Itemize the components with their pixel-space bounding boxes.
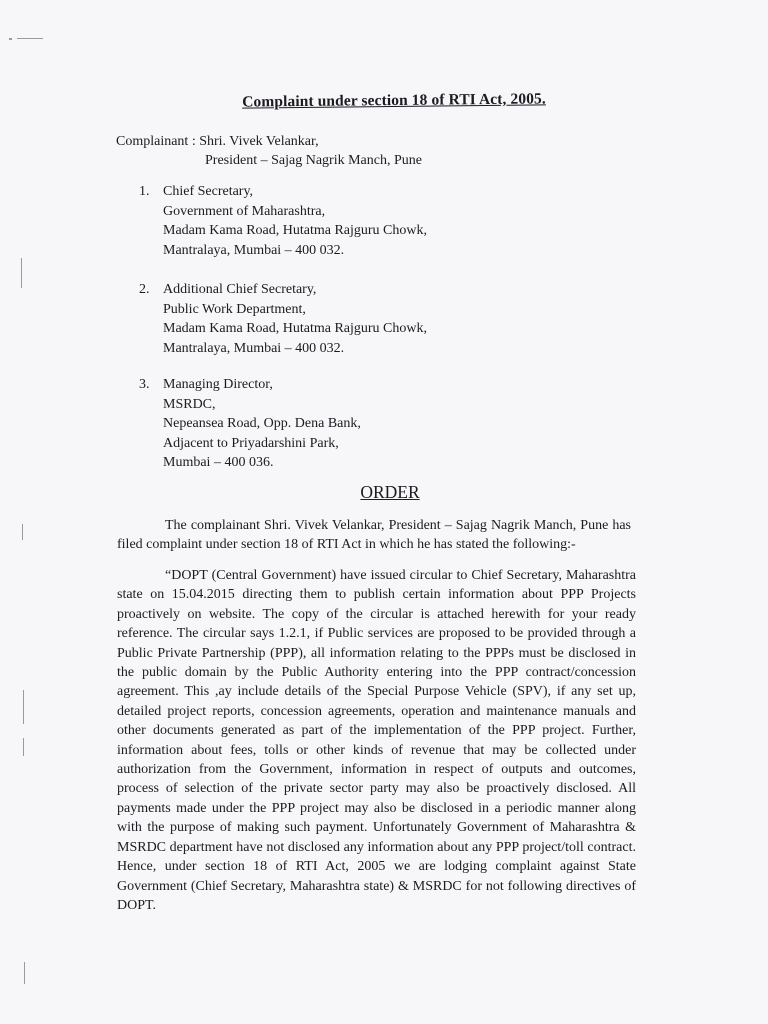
- address-line: Mantralaya, Mumbai – 400 032.: [163, 242, 345, 258]
- address-line: Government of Maharashtra,: [163, 203, 326, 219]
- scan-mark: [23, 738, 24, 756]
- respondent-address: [139, 280, 427, 358]
- address-line: Mumbai – 400 036.: [163, 455, 274, 470]
- scan-mark: [9, 38, 12, 40]
- respondent-number: 1.: [139, 184, 150, 199]
- address-line: MSRDC,: [163, 396, 216, 412]
- complainant-designation: President – Sajag Nagrik Manch, Pune: [205, 153, 422, 168]
- address-line: Chief Secretary,: [163, 184, 254, 199]
- document-title: Complaint under section 18 of RTI Act, 2005.: [242, 90, 546, 111]
- address-line: Adjacent to Priyadarshini Park,: [163, 435, 339, 451]
- scan-mark: [17, 38, 43, 39]
- scan-mark: [23, 690, 24, 724]
- respondent-number: 2.: [139, 282, 150, 297]
- complainant-block: [116, 132, 422, 170]
- scan-mark: [21, 258, 22, 288]
- address-line: Public Work Department,: [163, 301, 306, 317]
- address-line: Additional Chief Secretary,: [163, 282, 317, 297]
- address-line: Madam Kama Road, Hutatma Rajguru Chowk,: [163, 223, 428, 238]
- scan-mark: [22, 524, 23, 540]
- intro-paragraph: The complainant Shri. Vivek Velankar, President – Sajag Nagrik Manch, Pune has filed complaint under section 18 of RTI Act in which he has stated the following:-: [117, 518, 631, 553]
- address-line: Madam Kama Road, Hutatma Rajguru Chowk,: [163, 321, 428, 336]
- respondent-address: [139, 375, 361, 473]
- respondent-number: 3.: [139, 377, 150, 392]
- order-heading: ORDER: [360, 482, 420, 502]
- quoted-complaint-paragraph: “DOPT (Central Government) have issued circular to Chief Secretary, Maharashtra state on 15.04.2015 directing them to publish certain information about PPP Projects proactively on website. The copy of the circular is attached herewith for your ready reference. The circular says 1.2.1, if Public services are proposed to be provided through a Public Private Partnership (PPP), all information relating to the PPPs must be disclosed in the public domain by the Public Authority entering into the PPP contract/concession agreement. This ,ay include details of the Special Purpose Vehicle (SPV), if any set up, detailed project reports, concession agreements, operation and maintenance manuals and other documents generated as part of the implementation of the PPP project. Further, information about fees, tolls or other kinds of revenue that may be collected under authorization from the Government, information in respect of outputs and outcomes, process of selection of the private sector party may also be proactively disclosed. All payments made under the PPP project may also be disclosed in a periodic manner along with the purpose of making such payment. Unfortunately Government of Maharashtra & MSRDC department have not disclosed any information about any PPP project/toll contract. Hence, under section 18 of RTI Act, 2005 we are lodging complaint against State Government (Chief Secretary, Maharashtra state) & MSRDC for not following directives of DOPT.: [117, 568, 636, 913]
- address-line: Mantralaya, Mumbai – 400 032.: [163, 340, 345, 356]
- address-line: Managing Director,: [163, 377, 273, 392]
- address-line: Nepeansea Road, Opp. Dena Bank,: [163, 416, 361, 431]
- respondent-address: [139, 182, 427, 260]
- complainant-line: Complainant : Shri. Vivek Velankar,: [116, 134, 319, 149]
- scan-mark: [24, 962, 25, 984]
